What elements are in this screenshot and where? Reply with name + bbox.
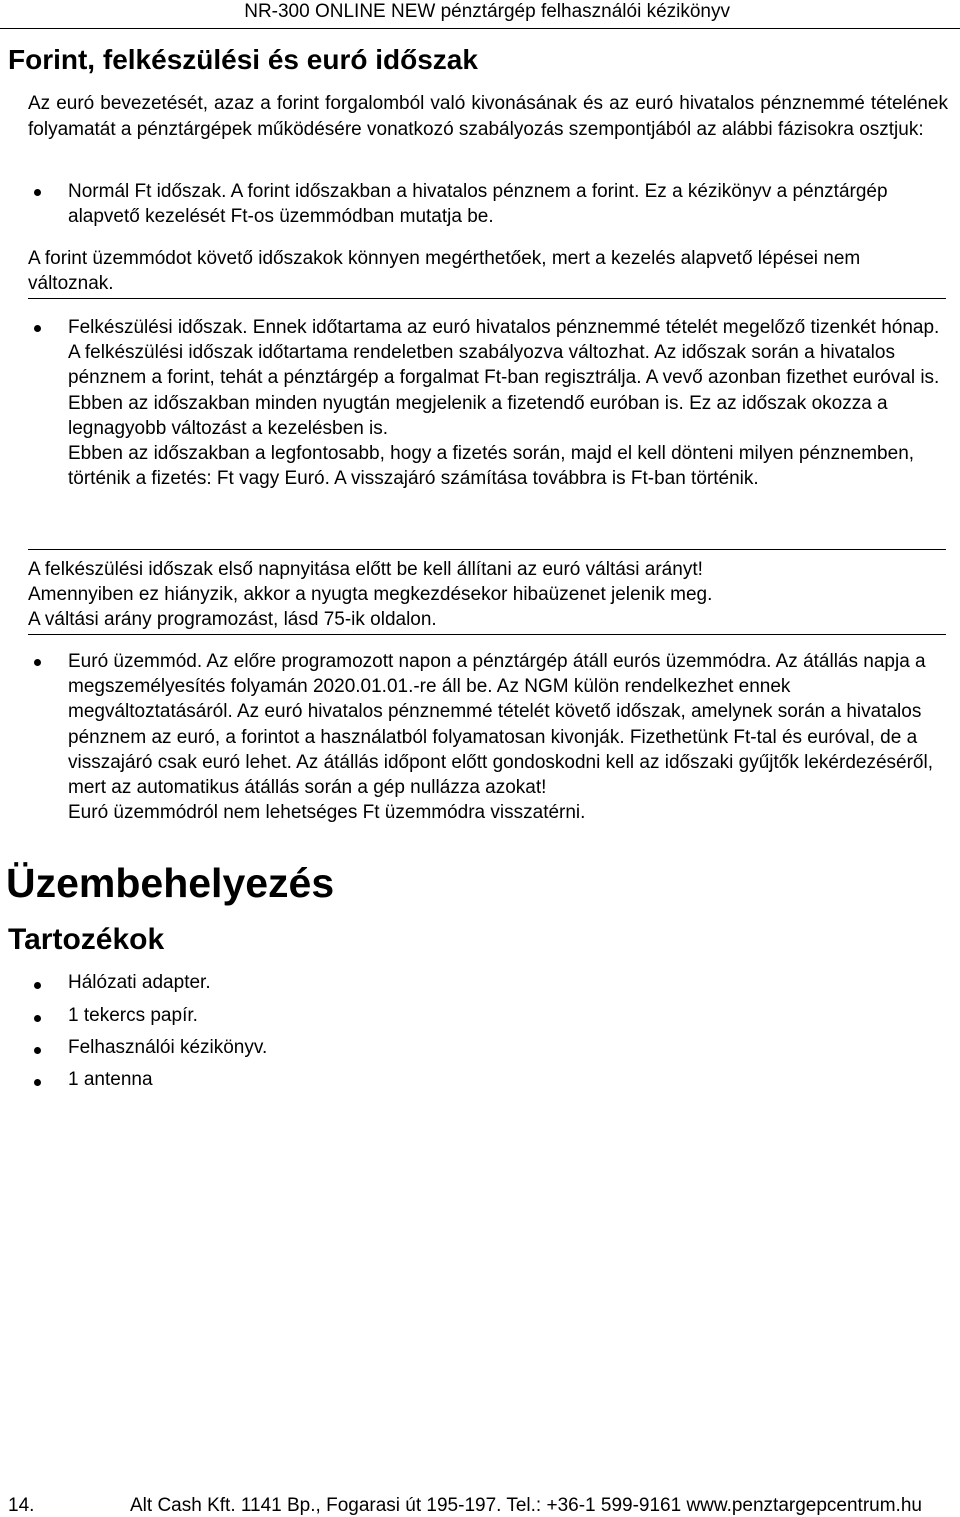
footer-contact: Alt Cash Kft. 1141 Bp., Fogarasi út 195-197. Tel.: +36-1 599-9161 www.penztargepcentrum.hu bbox=[130, 1495, 922, 1516]
accessory-item bbox=[68, 1037, 267, 1059]
accessory-item-label: 1 antenna bbox=[68, 1069, 153, 1090]
note-forint-text: A forint üzemmódot követő időszakok könnyen megérthetőek, mert a kezelés alapvető lépései nem változnak. bbox=[28, 248, 861, 295]
accessory-item bbox=[68, 1069, 153, 1091]
bullet-dot-icon bbox=[34, 1079, 41, 1086]
divider bbox=[28, 298, 946, 299]
note-rate-line1: A felkészülési időszak első napnyitása előtt be kell állítani az euró váltási arányt! bbox=[28, 559, 703, 580]
note-forint-mode bbox=[28, 246, 948, 296]
accessory-item-label: 1 tekercs papír. bbox=[68, 1005, 198, 1026]
bullet-prep-text: Felkészülési időszak. Ennek időtartama az euró hivatalos pénznemmé tételét megelőző tizenkét hónap. A felkészülési időszak időtartama rendeletben szabályozva változhat. Az időszak során a hivatalos pénznem a forint, tehát a pénztárgép a forgalmat Ft-ban regisztrálja. A vevő azonban fizethet euróval is. Ebben az időszakban minden nyugtán megjelenik a fizetendő euróban is. Ez az időszak okozza a legnagyobb változást a kezelésben is. bbox=[68, 317, 940, 439]
header-title: NR-300 ONLINE NEW pénztárgép felhasználói kézikönyv bbox=[244, 1, 730, 22]
accessory-item bbox=[68, 972, 211, 994]
note-rate-line3: A váltási arány programozást, lásd 75-ik oldalon. bbox=[28, 609, 437, 631]
subheading-accessories: Tartozékok bbox=[8, 923, 165, 956]
accessory-item-label: Felhasználói kézikönyv. bbox=[68, 1037, 268, 1058]
bullet-dot-icon bbox=[34, 325, 41, 332]
section-heading-forint: Forint, felkészülési és euró időszak bbox=[8, 44, 478, 75]
bullet-euro-text: Euró üzemmód. Az előre programozott napon a pénztárgép átáll eurós üzemmódra. Az átállás napja a megszemélyesítés folyamán 2020.01.01.-re áll be. Az NGM külön rendelkezhet ennek megváltoztatásáról. Az euró hivatalos pénznemmé tételét követő időszak, amelynek során a hivatalos pénznem az euró, a forintot a használatból folyamatosan kivonják. Fizethetünk Ft-tal és euróval, de a visszajáró csak euró lehet. Az átállás időpont előtt gondoskodni kell az időszaki gyűjtők lekérdezéséről, mert az automatikus átállás során a gép nullázza azokat! bbox=[68, 651, 933, 799]
bullet-prep-period bbox=[68, 315, 948, 491]
bullet-normal-text: Normál Ft időszak. A forint időszakban a hivatalos pénznem a forint. Ez a kézikönyv a pénztárgép alapvető kezelését Ft-os üzemmódban mutatja be. bbox=[68, 181, 888, 228]
page-number: 14. bbox=[8, 1495, 35, 1516]
bullet-dot-icon bbox=[34, 1047, 41, 1054]
divider bbox=[28, 634, 946, 635]
bullet-dot-icon bbox=[34, 1015, 41, 1022]
bullet-dot-icon bbox=[34, 189, 41, 196]
section-heading-setup: Üzembehelyezés bbox=[6, 860, 335, 906]
accessory-item bbox=[68, 1005, 198, 1027]
intro-paragraph: Az euró bevezetését, azaz a forint forgalomból való kivonásának és az euró hivatalos pénznemmé tételének folyamatát a pénztárgépek működésére vonatkozó szabályozás szempontjából az alábbi fázisokra osztjuk: bbox=[28, 93, 948, 140]
page-header bbox=[0, 0, 960, 29]
bullet-normal-period bbox=[68, 179, 948, 229]
note-exchange-rate bbox=[28, 557, 948, 633]
bullet-dot-icon bbox=[34, 659, 41, 666]
bullet-euro-text-2: Euró üzemmódról nem lehetséges Ft üzemmódra visszatérni. bbox=[68, 802, 586, 824]
accessory-item-label: Hálózati adapter. bbox=[68, 972, 211, 993]
note-rate-line2: Amennyiben ez hiányzik, akkor a nyugta megkezdésekor hibaüzenet jelenik meg. bbox=[28, 584, 713, 606]
bullet-dot-icon bbox=[34, 982, 41, 989]
bullet-euro-mode bbox=[68, 649, 948, 825]
bullet-prep-text-2: Ebben az időszakban a legfontosabb, hogy a fizetés során, majd el kell dönteni milyen pénznemben, történik a fizetés: Ft vagy Euró. A visszajáró számítása továbbra is Ft-ban történik. bbox=[68, 443, 915, 490]
divider bbox=[28, 549, 946, 550]
